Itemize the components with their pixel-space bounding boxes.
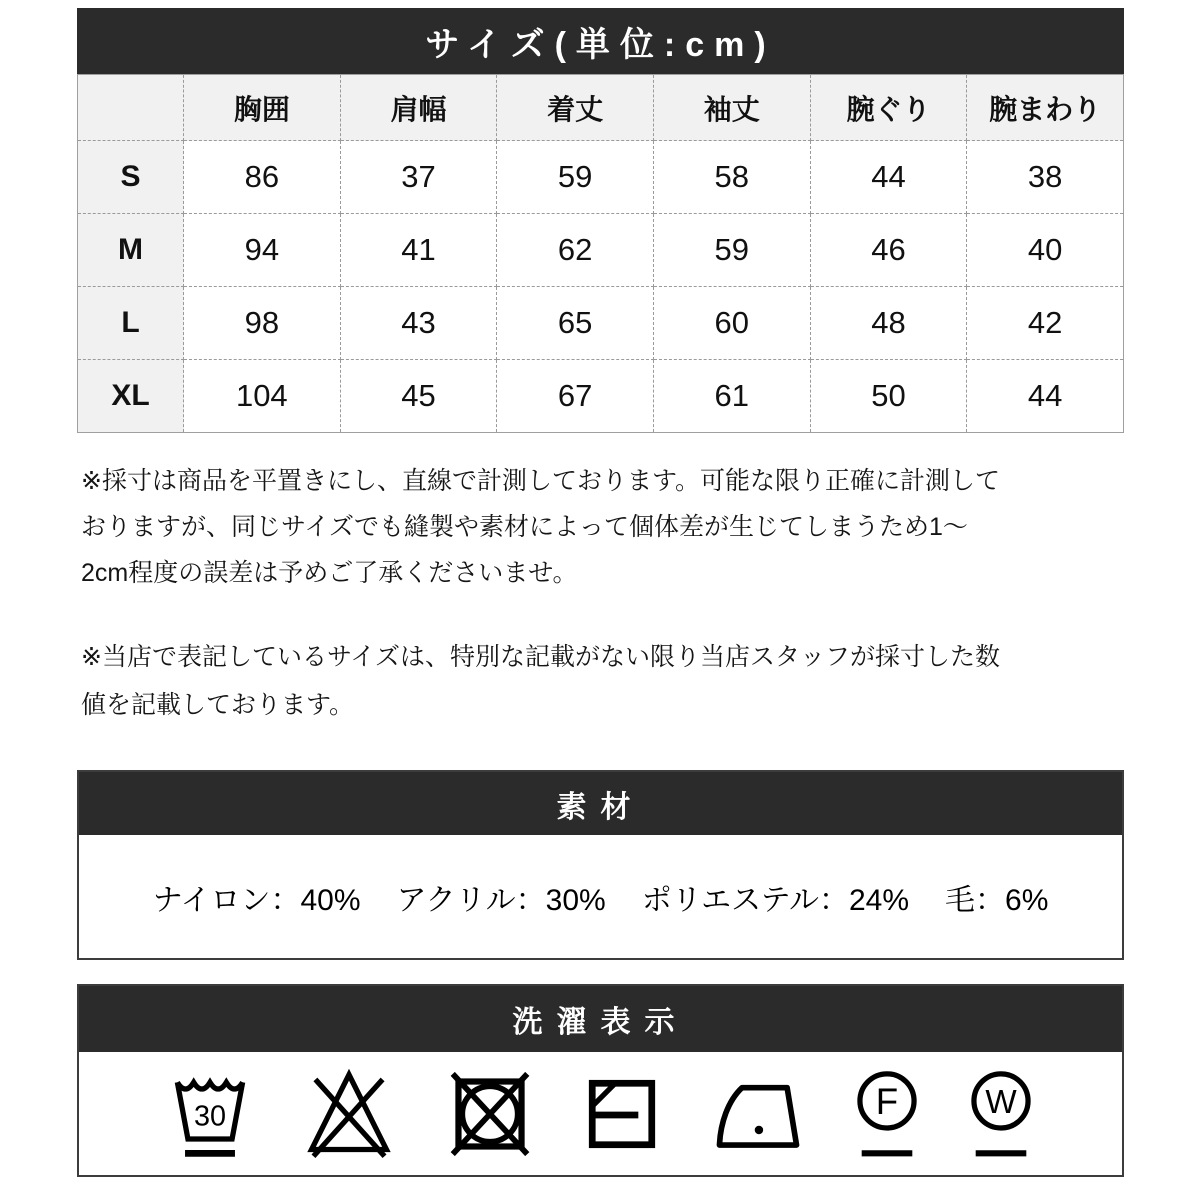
column-header-arm-circumference: 腕まわり [967,75,1124,141]
cell-value: 46 [810,214,967,287]
corner-cell [78,75,184,141]
dry-clean-f-icon [855,1066,919,1162]
cell-value: 65 [497,287,654,360]
cell-value: 67 [497,360,654,433]
table-row-l [78,287,1124,360]
size-table [77,74,1124,433]
size-label: M [78,214,184,287]
cell-value: 59 [653,214,810,287]
cell-value: 37 [340,141,497,214]
size-table-title-bar [77,8,1124,74]
size-label: S [78,141,184,214]
size-table-title: サイズ(単位:cm) [425,25,776,64]
cell-value: 104 [184,360,341,433]
note-line: 値を記載しております。 [81,691,355,719]
measurement-note [81,458,1126,596]
table-row-m [78,214,1124,287]
wash-30-icon [169,1066,251,1162]
iron-low-heat-icon [711,1066,805,1162]
cell-value: 40 [967,214,1124,287]
cell-value: 42 [967,287,1124,360]
material-item: アクリル：30% [396,883,606,917]
material-item: ポリエステル：24% [641,883,910,917]
size-label: L [78,287,184,360]
cell-value: 86 [184,141,341,214]
cell-value: 50 [810,360,967,433]
cell-value: 58 [653,141,810,214]
cell-value: 38 [967,141,1124,214]
cell-value: 60 [653,287,810,360]
note-line: おりますが、同じサイズでも縫製や素材によって個体差が生じてしまうため1～ [81,513,968,541]
column-header-length: 着丈 [497,75,654,141]
note-line: 2cm程度の誤差は予めご了承くださいませ。 [81,559,578,587]
care-icons-row [79,1052,1122,1175]
flat-dry-in-shade-icon [583,1066,661,1162]
cell-value: 94 [184,214,341,287]
cell-value: 44 [810,141,967,214]
care-title-bar [79,986,1122,1052]
column-header-armhole: 腕ぐり [810,75,967,141]
cell-value: 62 [497,214,654,287]
do-not-tumble-dry-icon [447,1066,533,1162]
cell-value: 44 [967,360,1124,433]
table-row-xl [78,360,1124,433]
column-header-sleeve: 袖丈 [653,75,810,141]
column-header-shoulder: 肩幅 [340,75,497,141]
note-line: ※採寸は商品を平置きにし、直線で計測しております。可能な限り正確に計測して [81,467,1000,495]
cell-value: 59 [497,141,654,214]
material-title: 素材 [556,790,645,824]
material-section [77,770,1124,960]
table-header-row [78,75,1124,141]
wet-clean-w-icon [969,1066,1033,1162]
care-section [77,984,1124,1177]
dry-clean-letter: F [875,1080,898,1122]
cell-value: 43 [340,287,497,360]
material-composition [79,835,1122,958]
cell-value: 61 [653,360,810,433]
size-label: XL [78,360,184,433]
cell-value: 41 [340,214,497,287]
table-row-s [78,141,1124,214]
wet-clean-letter: W [984,1083,1017,1121]
cell-value: 48 [810,287,967,360]
material-item: 毛：6% [945,883,1049,917]
column-header-chest: 胸囲 [184,75,341,141]
material-item: ナイロン：40% [152,883,361,917]
care-title: 洗濯表示 [512,1006,689,1039]
staff-note [81,633,1126,729]
cell-value: 45 [340,360,497,433]
material-title-bar [79,772,1122,835]
wash-temp-label: 30 [193,1100,226,1133]
cell-value: 98 [184,287,341,360]
do-not-bleach-icon [301,1066,397,1162]
note-line: ※当店で表記しているサイズは、特別な記載がない限り当店スタッフが採寸した数 [81,643,1000,671]
